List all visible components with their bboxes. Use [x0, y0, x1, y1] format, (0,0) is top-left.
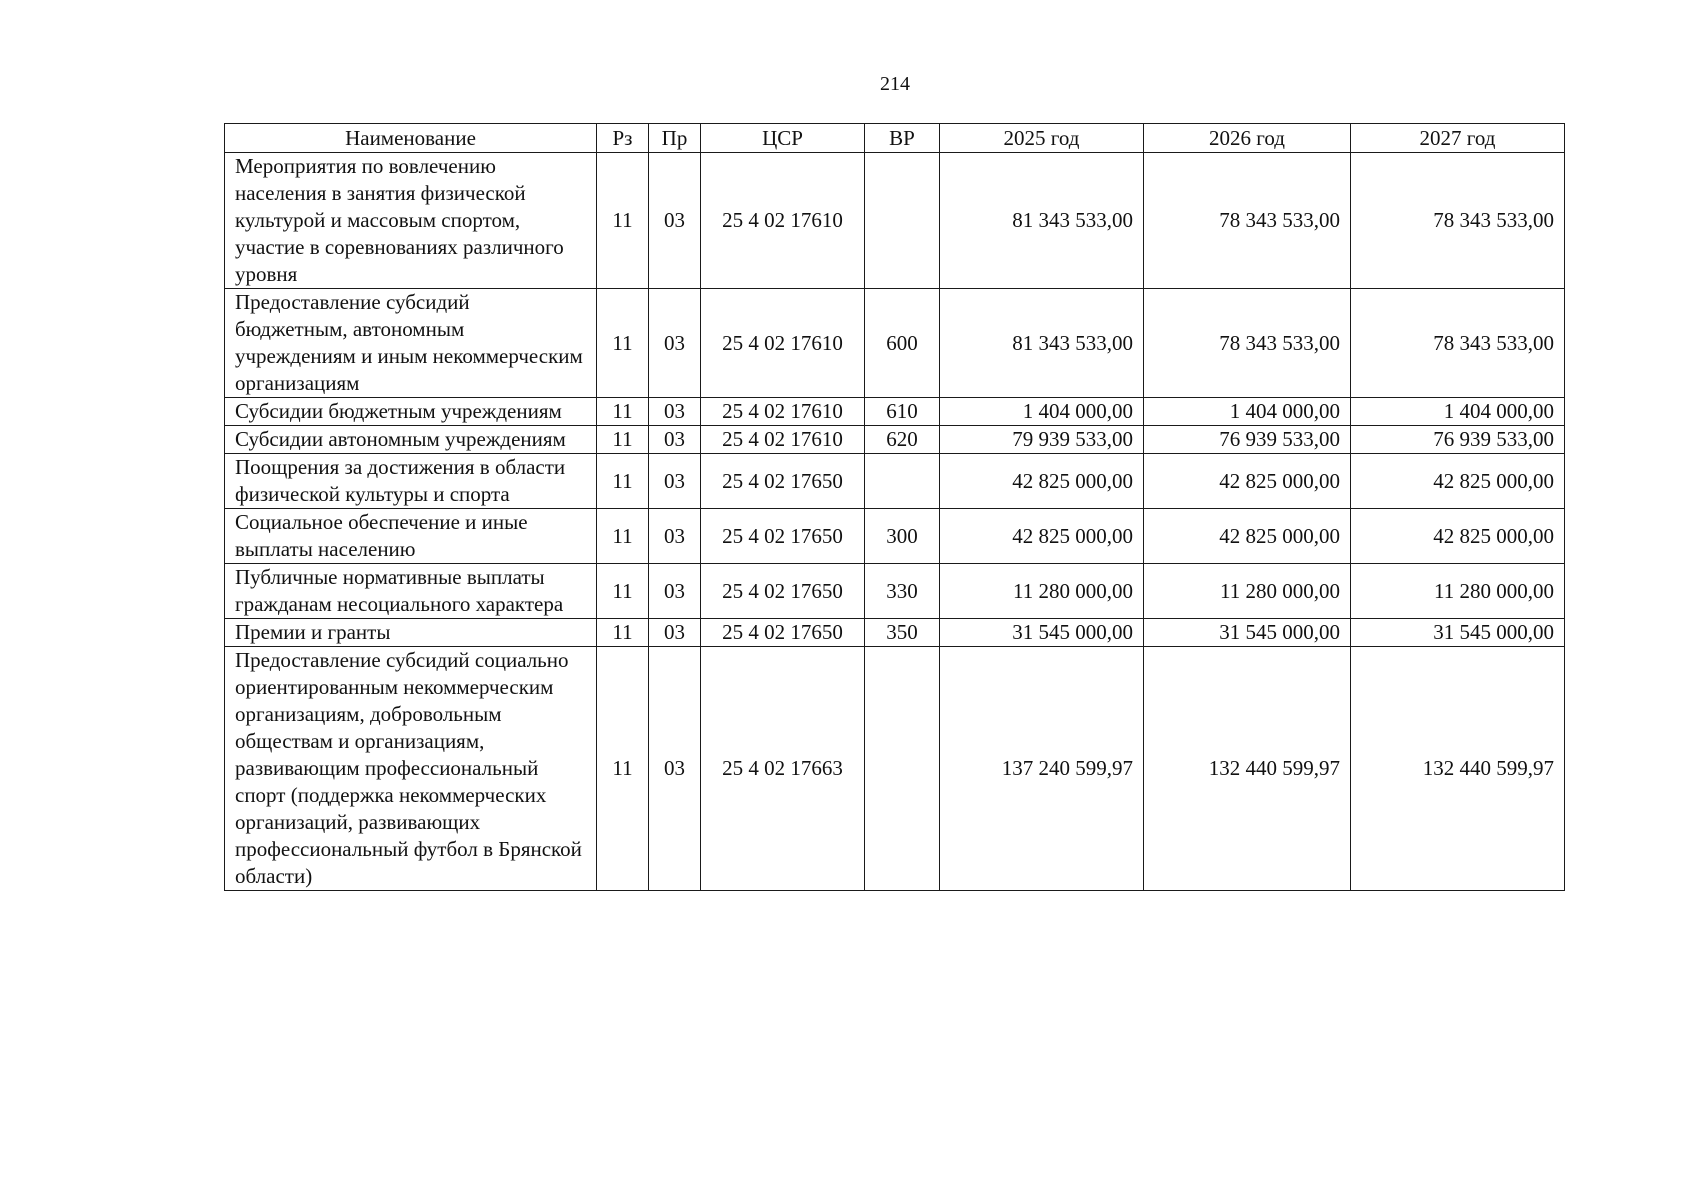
page-number: 214 [880, 73, 910, 95]
row-rz: 11 [597, 398, 649, 426]
row-name: Предоставление субсидий бюджетным, автономным учреждениям и иным некоммерческим организациям [225, 289, 597, 398]
row-rz: 11 [597, 509, 649, 564]
row-rz: 11 [597, 619, 649, 647]
table-row [225, 153, 1565, 289]
row-csr: 25 4 02 17650 [701, 509, 865, 564]
row-csr: 25 4 02 17610 [701, 398, 865, 426]
row-amount-2025: 81 343 533,00 [940, 289, 1144, 398]
row-pr: 03 [649, 509, 701, 564]
row-csr: 25 4 02 17663 [701, 647, 865, 891]
header-csr: ЦСР [701, 124, 865, 153]
row-amount-2026: 42 825 000,00 [1144, 509, 1351, 564]
row-amount-2026: 132 440 599,97 [1144, 647, 1351, 891]
row-rz: 11 [597, 289, 649, 398]
row-amount-2026: 42 825 000,00 [1144, 454, 1351, 509]
row-amount-2027: 31 545 000,00 [1351, 619, 1565, 647]
row-csr: 25 4 02 17650 [701, 619, 865, 647]
row-name: Субсидии автономным учреждениям [225, 426, 597, 454]
row-pr: 03 [649, 454, 701, 509]
row-rz: 11 [597, 426, 649, 454]
row-amount-2026: 78 343 533,00 [1144, 289, 1351, 398]
row-pr: 03 [649, 398, 701, 426]
row-amount-2027: 76 939 533,00 [1351, 426, 1565, 454]
row-amount-2025: 137 240 599,97 [940, 647, 1144, 891]
row-pr: 03 [649, 619, 701, 647]
row-amount-2026: 1 404 000,00 [1144, 398, 1351, 426]
header-pr: Пр [649, 124, 701, 153]
row-amount-2025: 42 825 000,00 [940, 454, 1144, 509]
row-name: Социальное обеспечение и иные выплаты населению [225, 509, 597, 564]
row-vr: 350 [865, 619, 940, 647]
row-name: Премии и гранты [225, 619, 597, 647]
row-amount-2026: 78 343 533,00 [1144, 153, 1351, 289]
header-rz: Рз [597, 124, 649, 153]
row-csr: 25 4 02 17650 [701, 564, 865, 619]
row-amount-2025: 31 545 000,00 [940, 619, 1144, 647]
row-amount-2027: 11 280 000,00 [1351, 564, 1565, 619]
row-vr: 620 [865, 426, 940, 454]
row-amount-2027: 78 343 533,00 [1351, 153, 1565, 289]
header-name: Наименование [225, 124, 597, 153]
header-2025: 2025 год [940, 124, 1144, 153]
row-amount-2027: 42 825 000,00 [1351, 509, 1565, 564]
row-amount-2025: 11 280 000,00 [940, 564, 1144, 619]
row-name: Поощрения за достижения в области физической культуры и спорта [225, 454, 597, 509]
header-vr: ВР [865, 124, 940, 153]
row-name: Субсидии бюджетным учреждениям [225, 398, 597, 426]
row-amount-2027: 132 440 599,97 [1351, 647, 1565, 891]
row-amount-2025: 81 343 533,00 [940, 153, 1144, 289]
row-vr: 330 [865, 564, 940, 619]
table-row [225, 454, 1565, 509]
row-amount-2025: 1 404 000,00 [940, 398, 1144, 426]
row-vr: 600 [865, 289, 940, 398]
row-amount-2025: 42 825 000,00 [940, 509, 1144, 564]
row-amount-2027: 78 343 533,00 [1351, 289, 1565, 398]
row-vr: 610 [865, 398, 940, 426]
row-pr: 03 [649, 426, 701, 454]
table-row [225, 509, 1565, 564]
row-rz: 11 [597, 153, 649, 289]
row-csr: 25 4 02 17610 [701, 426, 865, 454]
table-row [225, 564, 1565, 619]
row-amount-2025: 79 939 533,00 [940, 426, 1144, 454]
row-amount-2026: 76 939 533,00 [1144, 426, 1351, 454]
row-name: Публичные нормативные выплаты гражданам несоциального характера [225, 564, 597, 619]
table-row [225, 398, 1565, 426]
header-2027: 2027 год [1351, 124, 1565, 153]
row-amount-2027: 42 825 000,00 [1351, 454, 1565, 509]
row-csr: 25 4 02 17610 [701, 153, 865, 289]
row-vr [865, 454, 940, 509]
row-pr: 03 [649, 289, 701, 398]
row-amount-2026: 11 280 000,00 [1144, 564, 1351, 619]
table-row [225, 289, 1565, 398]
row-name: Мероприятия по вовлечению населения в занятия физической культурой и массовым спортом, участие в соревнованиях различного уровня [225, 153, 597, 289]
table-row [225, 619, 1565, 647]
row-csr: 25 4 02 17650 [701, 454, 865, 509]
row-vr [865, 153, 940, 289]
row-rz: 11 [597, 454, 649, 509]
row-vr: 300 [865, 509, 940, 564]
budget-table [224, 123, 1565, 891]
row-amount-2026: 31 545 000,00 [1144, 619, 1351, 647]
row-name: Предоставление субсидий социально ориентированным некоммерческим организациям, добровольным обществам и организациям, развивающим профессиональный спорт (поддержка некоммерческих организаций, развивающих профессиональный футбол в Брянской области) [225, 647, 597, 891]
row-pr: 03 [649, 564, 701, 619]
row-rz: 11 [597, 647, 649, 891]
row-csr: 25 4 02 17610 [701, 289, 865, 398]
row-amount-2027: 1 404 000,00 [1351, 398, 1565, 426]
table-row [225, 426, 1565, 454]
table-row [225, 647, 1565, 891]
header-2026: 2026 год [1144, 124, 1351, 153]
row-rz: 11 [597, 564, 649, 619]
table-header-row [225, 124, 1565, 153]
row-vr [865, 647, 940, 891]
row-pr: 03 [649, 647, 701, 891]
row-pr: 03 [649, 153, 701, 289]
